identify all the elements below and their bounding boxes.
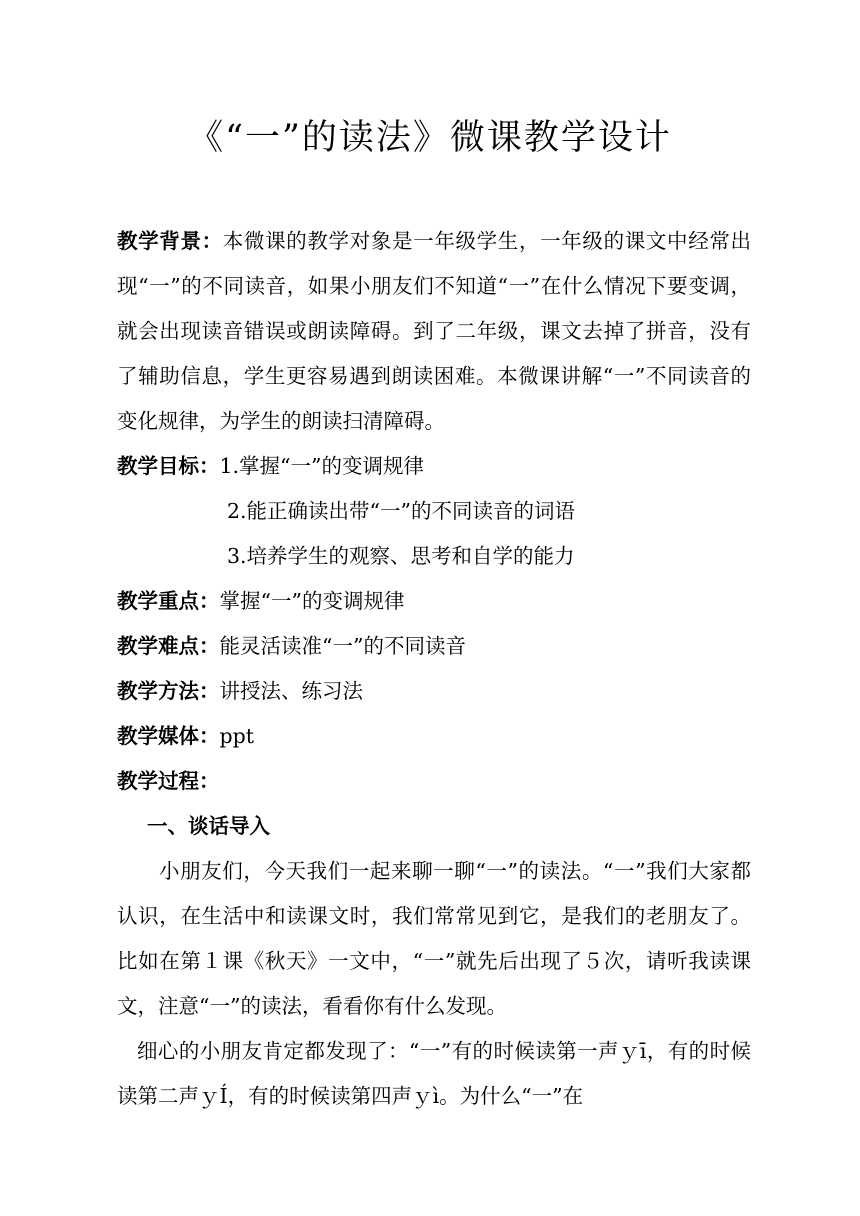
background-paragraph [117, 219, 751, 444]
difficulty-text: 能灵活读准“一”的不同读音 [219, 634, 466, 658]
media-label: 教学媒体： [117, 724, 220, 748]
goals-row [117, 444, 751, 489]
goal-item-2: 2.能正确读出带“一”的不同读音的词语 [227, 499, 576, 523]
media-row [117, 714, 751, 759]
document-body [117, 219, 751, 1119]
section-1-paragraph-2: 细心的小朋友肯定都发现了：“一”有的时候读第一声ｙī，有的时候读第二声ｙÍ，有的时候读第四声ｙì。为什么“一”在 [117, 1039, 751, 1108]
key-point-row [117, 579, 751, 624]
key-point-label: 教学重点： [117, 589, 220, 613]
section-1-heading: 一、谈话导入 [147, 814, 270, 838]
process-row [117, 759, 751, 804]
method-label: 教学方法： [117, 679, 220, 703]
media-text: ppt [219, 724, 254, 748]
goals-label: 教学目标： [117, 454, 220, 478]
goal-item-1: 1.掌握“一”的变调规律 [219, 454, 425, 478]
method-row [117, 669, 751, 714]
method-text: 讲授法、练习法 [219, 679, 363, 703]
background-label: 教学背景： [117, 229, 223, 253]
goal-item-3: 3.培养学生的观察、思考和自学的能力 [227, 544, 575, 568]
document-title: 《“一”的读法》微课教学设计 [188, 118, 672, 158]
key-point-text: 掌握“一”的变调规律 [219, 589, 405, 613]
difficulty-label: 教学难点： [117, 634, 220, 658]
difficulty-row [117, 624, 751, 669]
background-text: 本微课的教学对象是一年级学生，一年级的课文中经常出现“一”的不同读音，如果小朋友们不知道“一”在什么情况下要变调，就会出现读音错误或朗读障碍。到了二年级，课文去掉了拼音，没有了辅助信息，学生更容易遇到朗读困难。本微课讲解“一”不同读音的变化规律，为学生的朗读扫清障碍。 [117, 229, 752, 433]
process-label: 教学过程： [117, 769, 220, 793]
section-1-paragraph-1: 小朋友们，今天我们一起来聊一聊“一”的读法。“一”我们大家都认识，在生活中和读课文时，我们常常见到它，是我们的老朋友了。比如在第１课《秋天》一文中，“一”就先后出现了５次，请听我读课文，注意“一”的读法，看看你有什么发现。 [117, 859, 751, 1018]
